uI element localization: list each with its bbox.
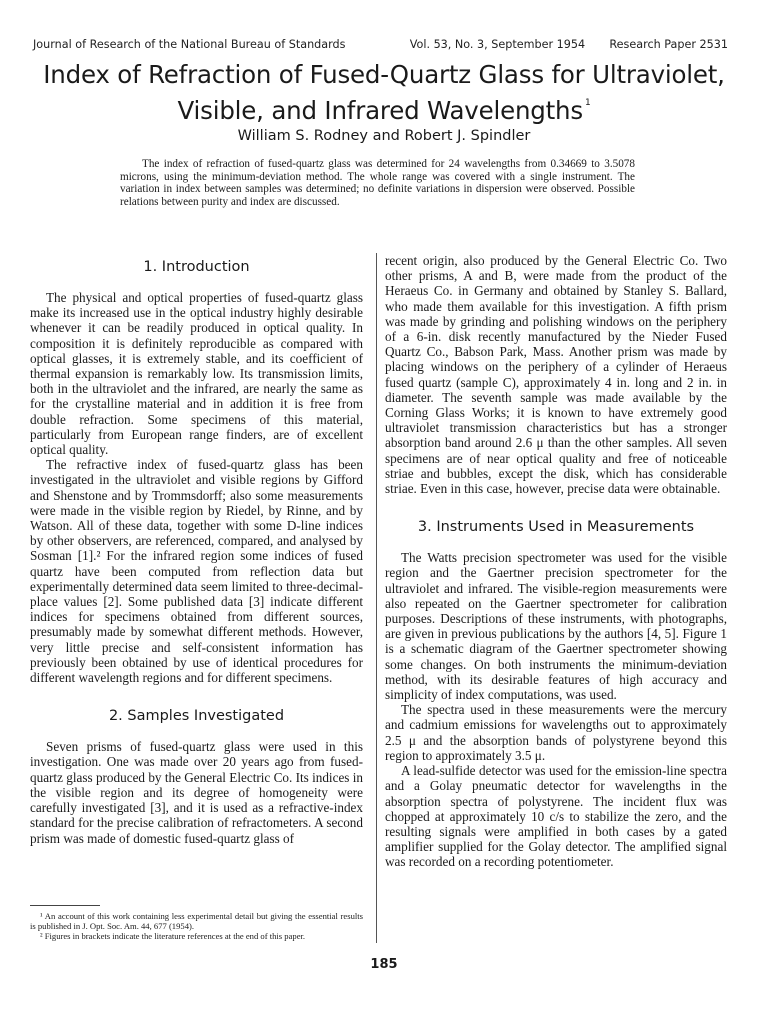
running-head xyxy=(33,38,728,51)
intro-paragraph-1: The physical and optical properties of fused-quartz glass make its increased use in the optical industry highly desirable whenever it can be readily produced in optical quality. In composition it is definitely reproducible as compared with optical glasses, it is extremely stable, and its coefficient of thermal expansion is remarkably low. Its transmission limits, both in the ultraviolet and the infrared, are nearly the same as for the crystalline material and in addition it is free from double refraction. Some specimens of this material, particularly from European range finders, are of excellent optical quality. xyxy=(30,290,363,458)
left-column xyxy=(30,253,363,846)
title-line-2: Visible, and Infrared Wavelengths xyxy=(177,96,583,125)
section-heading-instruments: 3. Instruments Used in Measurements xyxy=(417,519,695,536)
instruments-paragraph-1: The Watts precision spectrometer was used for the visible region and the Gaertner precision spectrometer for the ultraviolet and infrared. The visible-region measurements were also repeated on the Gaertner spectrometer for calibration purposes. Descriptions of these instruments, with photographs, are given in previous publications by the authors [4, 5]. Figure 1 is a schematic diagram of the Gaertner spectrometer showing some changes. On both instruments the minimum-deviation method, with its desirable features of high accuracy and simplicity of index computations, was used. xyxy=(385,550,727,703)
footnote-2: ² Figures in brackets indicate the literature references at the end of this paper. xyxy=(40,931,306,941)
title-line-1: Index of Refraction of Fused-Quartz Glass for Ultraviolet, xyxy=(43,60,725,89)
samples-paragraph-1: Seven prisms of fused-quartz glass were used in this investigation. One was made over 20 years ago from fused-quartz glass produced by the General Electric Co. Its indices in the visible region and its degree of homogeneity were carefully investigated [3], and it is used as a refractive-index standard for the precise calibration of refractometers. A second prism was made of domestic fused-quartz glass of xyxy=(30,739,363,846)
right-column xyxy=(385,253,727,870)
title-footnote-mark: 1 xyxy=(584,98,591,108)
instruments-paragraph-2: The spectra used in these measurements were the mercury and cadmium emissions for wavelengths out to approximately 2.5 μ and the absorption bands of polystyrene beyond this region to approximately 3.5 μ. xyxy=(385,702,727,763)
instruments-paragraph-3: A lead-sulfide detector was used for the emission-line spectra and a Golay pneumatic detector for wavelengths in the absorption spectra of polystyrene. The incident flux was chopped at approximately 10 c/s to stabilize the zero, and the resulting signals were amplified in both cases by a gated amplifier supplied for the Golay detector. The amplified signal was recorded on a recording potentiometer. xyxy=(385,763,727,870)
intro-paragraph-2: The refractive index of fused-quartz glass has been investigated in the ultraviolet and visible regions by Gifford and Shenstone and by Trommsdorff; also some measurements were made in the visible region by Riedel, by Rinne, and by Watson. All of these data, together with some D-line indices by other observers, are referenced, compared, and analysed by Sosman [1].² For the infrared region some indices of fused quartz have been computed from reflection data but experimentally determined data seem limited to three-decimal-place values [2]. Some published data [3] indicate different indices for specimens obtained from different sources, presumably made by somewhat different methods. However, very little precise and self-consistent information has previously been obtained by use of identical procedures for different wavelength regions and for different specimens. xyxy=(30,457,363,686)
footnote-1: ¹ An account of this work containing less experimental detail but giving the essential results is published in J. Opt. Soc. Am. 44, 677 (1954). xyxy=(30,911,363,931)
abstract: The index of refraction of fused-quartz glass was determined for 24 wavelengths from 0.34669 to 3.5078 microns, using the minimum-deviation method. The whole range was covered with a single instrument. The variation in index between samples was determined; no definite variations in dispersion were observed. Possible relations between purity and index are discussed. xyxy=(120,158,635,208)
samples-paragraph-1-continued: recent origin, also produced by the General Electric Co. Two other prisms, A and B, were made from the product of the Heraeus Co. in Germany and obtained by Stanley S. Ballard, who made them available for this investigation. A fifth prism was made by grinding and polishing windows on the periphery of a 6-in. disk recently manufactured by the Nieder Fused Quartz Co., Babson Park, Mass. Another prism was made by placing windows on the periphery of a cylinder of Heraeus fused quartz (sample C), approximately 4 in. long and 2 in. in diameter. The seventh sample was made available by the Corning Glass Works; it is known to have extremely good ultraviolet transmission characteristics but has a stronger absorption band around 2.6 μ than the other samples. All seven specimens are of near optical quality and free of noticeable striae and bubbles, except the disk, which has considerable striae. Even in this case, however, precise data were obtainable. xyxy=(385,253,727,497)
journal-name: Journal of Research of the National Bureau of Standards xyxy=(33,38,346,51)
authors: William S. Rodney and Robert J. Spindler xyxy=(237,128,531,144)
page-number: 185 xyxy=(370,957,398,972)
section-heading-introduction: 1. Introduction xyxy=(143,259,250,275)
footnotes xyxy=(30,905,363,941)
footnote-rule xyxy=(30,905,100,906)
column-divider xyxy=(376,253,377,943)
paper-title xyxy=(20,60,748,125)
paper-id: Research Paper 2531 xyxy=(609,38,728,51)
section-heading-samples: 2. Samples Investigated xyxy=(108,708,285,725)
volume-info: Vol. 53, No. 3, September 1954 xyxy=(409,38,586,51)
